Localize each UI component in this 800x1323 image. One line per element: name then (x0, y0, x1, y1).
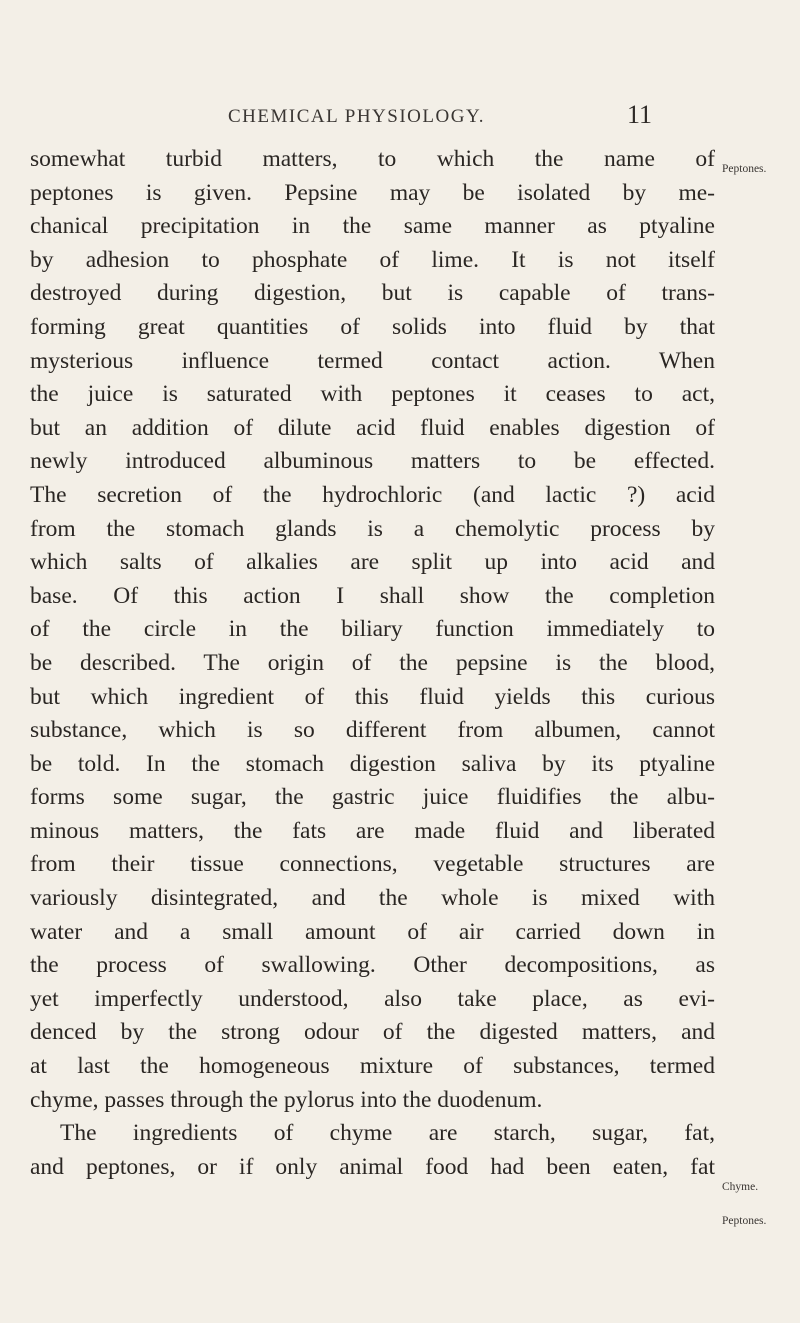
text-line: The secretion of the hydrochloric (and lactic ?) acid (30, 481, 715, 508)
text-line: mysterious influence termed contact action. When (30, 347, 715, 374)
text-line: which salts of alkalies are split up into acid and (30, 549, 715, 576)
text-line: from their tissue connections, vegetable structures are (30, 851, 715, 878)
text-line: chyme, passes through the pylorus into the duodenum. (30, 1086, 543, 1113)
text-line: substance, which is so different from albumen, cannot (30, 717, 715, 744)
text-line: chanical precipitation in the same manner as ptyaline (30, 213, 715, 240)
text-line: somewhat turbid matters, to which the name of (30, 146, 715, 172)
text-line: denced by the strong odour of the digested matters, and (30, 1019, 715, 1046)
text-line: forms some sugar, the gastric juice fluidifies the albu- (30, 784, 715, 811)
margin-note-peptones-2: Peptones. (722, 1215, 767, 1227)
text-line: be told. In the stomach digestion saliva by its ptyaline (30, 750, 715, 777)
text-line: but an addition of dilute acid fluid enables digestion of (30, 414, 715, 441)
page-number: 11 (626, 100, 652, 129)
text-line: destroyed during digestion, but is capable of trans- (30, 280, 715, 307)
body-text (30, 143, 715, 1184)
text-line: the process of swallowing. Other decompositions, as (30, 952, 715, 979)
text-line: the juice is saturated with peptones it ceases to act, (30, 381, 715, 408)
text-line: water and a small amount of air carried down in (30, 918, 715, 945)
text-line: base. Of this action I shall show the completion (30, 582, 715, 609)
margin-note-chyme: Chyme. (722, 1181, 759, 1193)
running-title: CHEMICAL PHYSIOLOGY. (228, 106, 485, 127)
text-line: variously disintegrated, and the whole is mixed with (30, 885, 715, 912)
text-line-paragraph-start: The ingredients of chyme are starch, sugar, fat, (60, 1120, 715, 1147)
text-line: forming great quantities of solids into fluid by that (30, 313, 715, 340)
text-line: of the circle in the biliary function immediately to (30, 616, 715, 643)
text-line: peptones is given. Pepsine may be isolated by me- (30, 179, 715, 206)
text-line: minous matters, the fats are made fluid and liberated (30, 817, 715, 844)
text-line: newly introduced albuminous matters to be effected. (30, 448, 715, 475)
running-head (214, 100, 654, 134)
margin-note-peptones: Peptones. (722, 163, 767, 175)
text-line: but which ingredient of this fluid yields this curious (30, 683, 715, 710)
text-line: and peptones, or if only animal food had been eaten, fat (30, 1153, 715, 1180)
text-line: be described. The origin of the pepsine is the blood, (30, 649, 715, 676)
text-line: at last the homogeneous mixture of substances, termed (30, 1053, 715, 1080)
text-line: from the stomach glands is a chemolytic process by (30, 515, 715, 542)
text-line: yet imperfectly understood, also take place, as evi- (30, 985, 715, 1012)
text-line: by adhesion to phosphate of lime. It is not itself (30, 246, 715, 273)
